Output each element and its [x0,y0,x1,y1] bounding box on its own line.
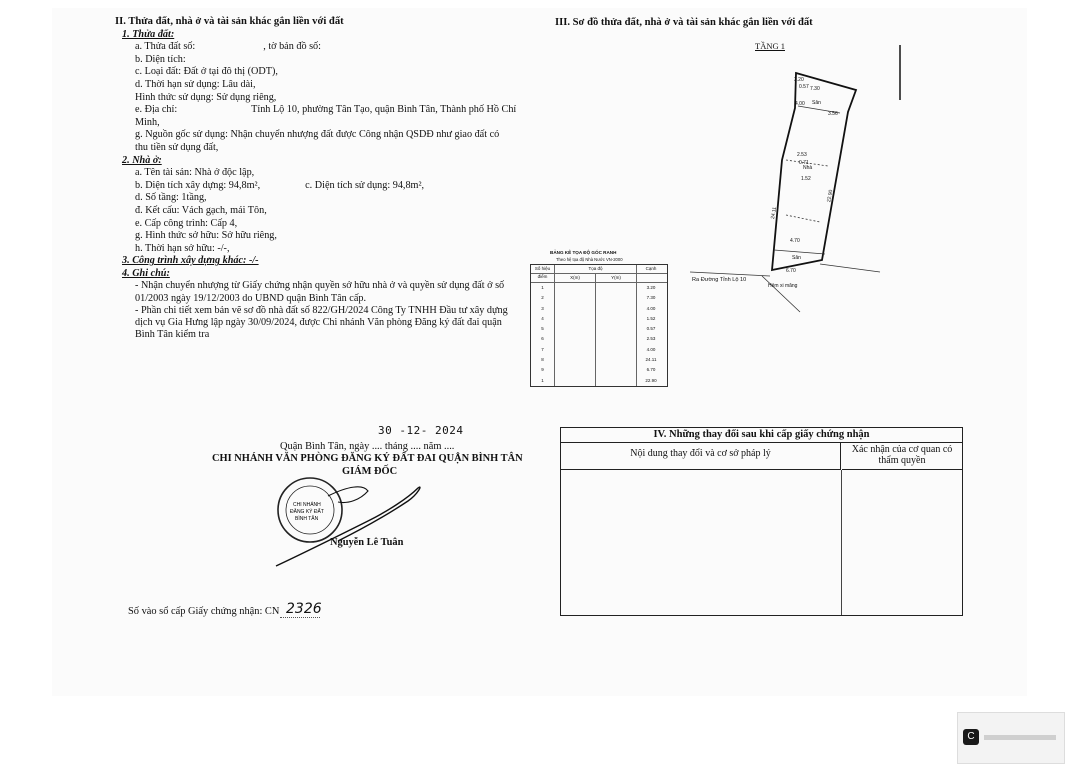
land-g-cont: thu tiền sử dụng đất, [135,141,219,153]
position-title: GIÁM ĐỐC [342,466,398,477]
coord-x [555,293,596,303]
coord-x [555,304,596,314]
alley-line [762,276,800,312]
land-form: Hình thức sử dụng: Sử dụng riêng, [135,91,277,103]
floor-label: TẦNG 1 [755,41,785,51]
handwritten-date: 30 -12- 2024 [378,424,464,437]
road-line [690,272,770,276]
dim-4: 3.20 [794,77,804,83]
coord-table [530,264,668,387]
section-2 [115,16,525,341]
coord-row [531,365,667,375]
coord-row [531,345,667,355]
house-b: b. Diện tích xây dựng: 94,8m², c. Diện tích sử dụng: 94,8m², [135,179,425,191]
coord-x [555,355,596,365]
stamp-text: CHI NHÁNH [293,502,321,508]
land-a: a. Thửa đất số: , tờ bản đồ số: [135,41,321,53]
coord-x [555,324,596,334]
other-heading: 3. Công trình xây dựng khác: -/- [122,255,259,267]
coord-edge: 22.90 [645,377,657,383]
coord-row [531,293,667,303]
coord-edge: 0.57 [646,326,656,332]
coord-x [555,376,596,386]
place-date: Quận Bình Tân, ngày .... tháng .... năm .... [280,441,455,452]
house-g: g. Hình thức sở hữu: Sở hữu riêng, [135,230,277,242]
land-g: g. Nguồn gốc sử dụng: Nhận chuyển nhượng đất được Công nhận QSDĐ như giao đất có [135,129,500,141]
inner-line [786,215,820,222]
nha-label: Nhà [803,165,813,171]
coord-point: 2 [531,293,555,303]
stamp-and-signature [268,466,468,571]
coord-y [596,304,637,314]
dim-5: 22.90 [826,189,835,203]
signer-name: Nguyễn Lê Tuân [330,537,404,548]
coord-edge: 4.00 [646,346,656,352]
coord-edge: 3.20 [646,285,656,290]
changes-col-content: Nội dung thay đổi và cơ sở pháp lý [561,443,841,470]
coord-y [596,376,637,386]
dim-1: 7.30 [810,86,820,92]
coord-point: 1 [531,283,555,293]
changes-col-divider [841,470,842,615]
coord-table-subtitle: Theo hệ tọa độ Nhà Nước VN-2000 [556,257,623,262]
coord-point: 9 [531,365,555,375]
coord-row [531,314,667,324]
coord-table-title: BẢNG KÊ TỌA ĐỘ GÓC RANH [550,250,617,255]
coord-x [555,283,596,293]
scanner-logo-icon: C [963,729,979,745]
san-top-label: Sân [812,100,821,106]
coord-point: 1 [531,376,555,386]
register-label: Số vào sổ cấp Giấy chứng nhận: CN [128,606,280,617]
note-2: - Phần chi tiết xem bản vẽ sơ đồ nhà đất số 822/GH/2024 Công Ty TNHH Đầu tư xây dựng dịch vụ Gia Hưng lập ngày 30/09/2024, được Chi nhánh Văn phòng Đăng ký đất đai quận Bình Tân kiểm tra [135,304,508,341]
coord-row [531,355,667,365]
coord-y [596,324,637,334]
dim-12: 1.52 [801,176,811,182]
alley-line [820,264,880,272]
house-h: h. Thời hạn sở hữu: -/-, [135,242,230,254]
section-2-title: II. Thửa đất, nhà ở và tài sản khác gắn liền với đất [115,16,344,27]
coord-y [596,355,637,365]
coord-x [555,334,596,344]
coord-edge: 24.11 [645,357,657,363]
dim-2: 4.00 [795,101,805,107]
house-heading: 2. Nhà ở: [122,154,162,166]
coord-edge: 7.30 [646,295,656,301]
coord-y [596,293,637,303]
signature-scribble [276,487,420,566]
dim-9: 2.53 [797,152,807,158]
coord-point: 5 [531,324,555,334]
office-name: CHI NHÁNH VĂN PHÒNG ĐĂNG KÝ ĐẤT ĐAI QUẬN BÌNH TÂN [212,453,523,464]
coord-point: 4 [531,314,555,324]
san-bottom-label: Sân [792,255,801,261]
coord-x [555,314,596,324]
land-c: c. Loại đất: Đất ở tại đô thị (ODT), [135,66,278,78]
coord-row [531,334,667,344]
stamp-text: ĐĂNG KÝ ĐẤT [290,509,324,515]
coord-point: 3 [531,304,555,314]
coord-col-point: Số hiệu điểm [531,265,555,273]
coord-edge: 4.00 [646,305,656,311]
coord-point: 8 [531,355,555,365]
dim-11: 0.57 [799,84,809,90]
coord-subheader-blank [637,274,665,282]
coord-col-coord: Tọa độ [555,265,637,273]
dim-6: 24.11 [770,206,779,220]
land-e-cont: Minh, [135,116,160,128]
coord-col-y: Y(m) [596,274,637,282]
scanner-badge [957,712,1065,764]
land-d: d. Thời hạn sử dụng: Lâu dài, [135,78,256,90]
coord-subheader-blank [531,274,555,282]
section-3-title: III. Sơ đồ thửa đất, nhà ở và tài sản khác gắn liền với đất [555,17,813,28]
stamp-text: BÌNH TÂN [295,516,319,522]
scanner-badge-bar [984,735,1056,740]
coord-y [596,365,637,375]
changes-col-confirm: Xác nhận của cơ quan có thẩm quyền [842,443,962,470]
inner-line [774,250,825,254]
coord-col-edge: Cạnh [645,266,657,271]
coord-subheader [531,274,667,283]
coord-edge: 6.70 [646,367,656,373]
alley-label: Hẻm xi măng [768,283,798,289]
dim-7: 4.70 [790,238,800,244]
coord-x [555,345,596,355]
land-e: e. Địa chỉ: Tỉnh Lộ 10, phường Tân Tạo, quận Bình Tân, Thành phố Hồ Chí [135,104,517,116]
coord-point: 6 [531,334,555,344]
dim-3: 3.56 [828,111,838,117]
dim-8: 6.70 [786,268,796,274]
coord-rows [531,283,667,386]
coord-row [531,283,667,293]
coord-y [596,283,637,293]
coord-y [596,334,637,344]
coord-point: 7 [531,345,555,355]
register-dotline [280,617,320,619]
note-1: - Nhận chuyển nhượng từ Giấy chứng nhận quyền sở hữu nhà ở và quyền sử dụng đất ở số 01/2003 ngày 19/12/2003 do UBND quận Bình Tân cấp. [135,280,505,304]
house-e: e. Cấp công trình: Cấp 4, [135,217,238,229]
coord-row [531,376,667,386]
house-a: a. Tên tài sản: Nhà ở độc lập, [135,167,255,179]
coord-col-x: X(m) [555,274,596,282]
note-heading: 4. Ghi chú: [122,267,170,279]
house-d: d. Số tầng: 1tầng, [135,192,207,204]
coord-edge: 2.53 [646,336,656,342]
house-dd: đ. Kết cấu: Vách gạch, mái Tôn, [135,204,267,216]
coord-x [555,365,596,375]
coord-y [596,314,637,324]
changes-table-title: IV. Những thay đổi sau khi cấp giấy chứng nhận [561,428,962,443]
land-b: b. Diện tích: [135,53,186,65]
land-heading: 1. Thửa đất: [122,28,175,40]
register-number: 2326 [286,601,322,617]
changes-table [560,427,963,616]
dim-10: 0.71 [799,160,809,166]
coord-y [596,345,637,355]
coord-row [531,304,667,314]
road-label: Ra Đường Tỉnh Lộ 10 [692,277,747,283]
coord-row [531,324,667,334]
coord-edge: 1.52 [646,315,656,321]
